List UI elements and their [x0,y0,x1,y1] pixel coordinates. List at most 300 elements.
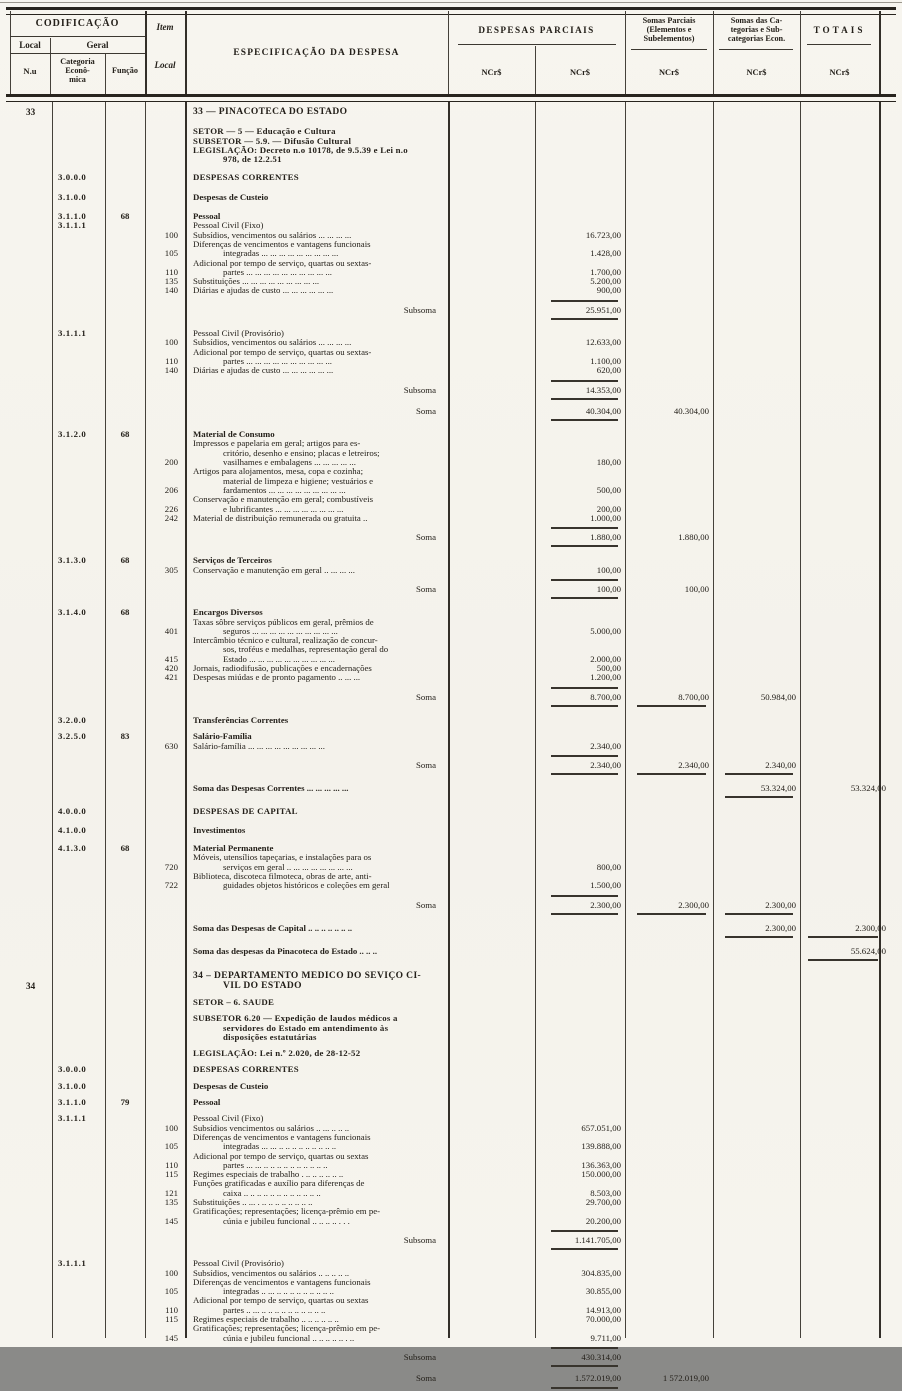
item-number-cell: 110 [165,1159,178,1170]
expense-description-cell [185,407,448,416]
value-totais-cell [800,466,890,467]
item-number-cell [145,1090,185,1091]
description-line: Taxas sôbre serviços públicos em geral, prêmios de [193,616,374,627]
economic-category-code-cell: 3.1.4.0 [58,607,87,618]
value-somas-parciais-cell [625,672,713,673]
value-ncr-2-cell [535,1074,625,1075]
value-somas-categorias-cell [713,295,800,296]
value-ncr-2-cell [535,834,625,835]
value-somas-parciais-cell [625,1090,713,1091]
economic-category-code-cell [52,1248,105,1249]
column-divider [879,11,881,94]
value-ncr-1-cell [448,230,535,231]
description-line: VIL DO ESTADO [223,980,302,991]
sum-rule [551,1387,618,1391]
value-somas-parciais-cell [625,438,713,439]
value-totais-cell [800,1248,890,1249]
value-ncr-1-cell [448,380,535,381]
sum-rule [551,380,618,384]
header-rule [458,44,616,45]
value-ncr-2-cell: 8.503,00 [590,1187,621,1198]
header-rule [631,49,707,50]
margin-number-cell [0,1041,52,1042]
value-somas-categorias-cell [713,285,800,286]
table-row [0,386,902,395]
value-ncr-1-cell [448,913,535,914]
value-somas-categorias-cell [713,1106,800,1107]
value-totais-cell [800,527,890,528]
value-ncr-2-cell [535,1230,625,1234]
item-number-cell [145,1057,185,1058]
value-somas-categorias-cell [713,541,800,542]
economic-category-code-cell [52,574,105,575]
sum-rule [551,1365,618,1369]
value-totais-cell [800,1387,890,1388]
value-ncr-1-cell [448,258,535,259]
value-ncr-1-cell [448,541,535,542]
value-somas-parciais-cell [625,687,713,688]
description-line: material de limpeza e higiene; vestuários e [223,475,373,486]
value-totais-cell [800,1006,890,1007]
description-line: guidades objetos históricos e coleções em geral [223,880,390,891]
value-ncr-2-cell [535,145,625,146]
description-line: SETOR — 5 — Educação e Cultura [193,126,336,137]
description-line: Substituições ... ... ... ... ... ... ... ... ... [193,276,320,287]
function-code-cell [105,276,145,277]
value-somas-categorias-cell [713,163,800,164]
item-number-cell [145,773,185,774]
expense-description-cell [185,1207,448,1226]
description-line: Subsídios, vencimentos ou salários .. .. .. .. .. [193,1267,350,1278]
item-number-cell [145,1248,185,1249]
expense-description-cell [185,566,448,575]
value-somas-parciais-cell [625,617,713,618]
value-totais-cell [800,597,890,598]
value-totais-cell [800,276,890,277]
value-ncr-1-cell [448,295,535,296]
expense-description-cell [185,1065,448,1074]
value-ncr-1-cell [448,1123,535,1124]
economic-category-code-cell: 3.1.1.1 [58,1258,87,1269]
value-totais-cell [800,145,890,146]
value-totais-cell [800,871,890,872]
item-number-cell [145,1361,185,1362]
expense-description-cell [185,467,448,495]
value-somas-parciais-cell [625,871,713,872]
value-ncr-1-cell [448,201,535,202]
expense-description-cell [185,693,448,702]
value-totais-cell [800,220,890,221]
value-somas-categorias-cell [713,394,800,395]
economic-category-code-cell [52,522,105,523]
function-code-cell [105,796,145,797]
item-number-cell [145,932,185,933]
margin-number-cell [0,318,52,319]
description-line: Pessoal Civil (Fixo) [193,1113,264,1124]
table-row [0,1353,902,1362]
expense-description-cell [185,1248,448,1249]
economic-category-code-cell [52,1361,105,1362]
economic-category-code-cell [52,682,105,683]
expense-description-cell [185,1179,448,1198]
value-ncr-1-cell [448,990,535,991]
value-somas-categorias-cell [713,1230,800,1231]
table-row [0,231,902,240]
description-line: Pessoal Civil (Provisório) [193,328,284,339]
value-ncr-1-cell [448,136,535,137]
value-somas-categorias-cell [713,276,800,277]
margin-number-cell [0,201,52,202]
sum-rule [551,1230,618,1234]
margin-number-cell [0,415,52,416]
expense-description-cell [185,755,448,756]
value-ncr-1-cell [448,1361,535,1362]
description-line: vasilhames e embalagens ... ... ... ... ... [223,457,356,468]
value-somas-categorias-cell [713,959,800,960]
value-ncr-1-cell [448,816,535,817]
value-somas-parciais-cell [625,1151,713,1152]
value-ncr-2-cell [535,579,625,583]
economic-category-code-cell [52,239,105,240]
economic-category-code-cell [52,959,105,960]
value-totais-cell [800,1057,890,1058]
value-totais-cell [800,230,890,231]
value-somas-parciais-cell [625,494,713,495]
header-somas-parciais-l1: Somas Parciais [642,16,696,25]
value-somas-categorias-cell [713,300,800,301]
value-ncr-2-cell [535,687,625,691]
header-categoria-l2: Econô- [65,66,90,75]
description-line: 33 — PINACOTECA DO ESTADO [193,107,348,117]
margin-number-cell [0,913,52,914]
function-code-cell [105,116,145,117]
value-ncr-1-cell [448,895,535,896]
expense-description-cell [185,240,448,259]
description-line: SUBSETOR 6.20 — Expedição de laudos médicos a [193,1013,398,1024]
value-somas-parciais-cell [625,741,713,742]
value-ncr-1-cell [448,635,535,636]
value-ncr-1-cell [448,724,535,725]
value-totais-cell [800,1347,890,1348]
margin-number-cell [0,705,52,706]
header-somas-categorias-l1: Somas das Ca- [730,16,783,25]
sum-rule [551,419,618,423]
value-ncr-1-cell [448,145,535,146]
description-line: serviços em geral .. ... ... ... ... ... ... ... [223,861,353,872]
expense-description-cell [185,1014,448,1042]
margin-number-cell [0,635,52,636]
margin-number-cell [0,682,52,683]
header-bottom-double-rule [6,94,896,102]
value-totais-cell [800,1151,890,1152]
sum-rule-row [0,1387,902,1391]
value-ncr-2-cell: 1.572.019,00 [574,1373,621,1384]
margin-number-cell [0,871,52,872]
value-somas-parciais-cell [625,365,713,366]
sum-rule-row [0,419,902,423]
value-ncr-2-cell: 139.888,00 [581,1141,621,1152]
function-code-cell [105,182,145,183]
value-somas-parciais-cell [625,574,713,575]
margin-number-cell [0,1169,52,1170]
value-totais-cell [800,1041,890,1042]
value-somas-categorias-cell [713,438,800,439]
value-somas-categorias-cell [713,834,800,835]
description-line: Subsídios, vencimentos ou salários ... ... ... ... [193,337,352,348]
value-somas-parciais-cell [625,913,713,917]
item-number-cell [145,909,185,910]
sum-label: Subsoma [403,304,436,315]
expense-description-cell [185,514,448,523]
margin-number-cell [0,220,52,221]
value-somas-categorias-cell [713,1041,800,1042]
table-row [0,366,902,375]
value-ncr-2-cell [535,990,625,991]
value-ncr-2-cell: 1.428,00 [590,248,621,259]
item-number-cell [145,895,185,896]
function-code-cell [105,1123,145,1124]
column-divider [800,11,801,94]
function-code-cell: 68 [120,555,130,566]
sum-rule [725,773,793,777]
economic-category-code-cell [52,579,105,580]
value-somas-parciais-cell [625,201,713,202]
value-ncr-1-cell [448,1197,535,1198]
function-code-cell [105,1244,145,1245]
economic-category-code-cell [52,1314,105,1315]
margin-number-cell [0,136,52,137]
function-code-cell [105,955,145,956]
header-somas-categorias-l3: categorias Econ. [727,34,786,43]
function-code-cell [105,365,145,366]
sum-rule-row [0,300,902,304]
expense-description-cell [185,1133,448,1152]
margin-number-cell [0,1225,52,1226]
economic-category-code-cell [52,136,105,137]
margin-number-cell [0,741,52,742]
function-code-cell [105,1365,145,1366]
description-line: Artigos para alojamentos, mesa, copa e cozinha; [193,466,364,477]
value-somas-categorias-cell [713,593,800,594]
value-somas-parciais-cell [625,394,713,395]
function-code-cell [105,398,145,399]
value-ncr-2-cell [535,116,625,117]
header-rule [10,36,145,37]
economic-category-code-cell: 3.1.1.0 [58,1097,87,1108]
table-row [0,221,902,230]
expense-description-cell [185,300,448,301]
sum-rule [725,913,793,917]
value-totais-cell [800,1132,890,1133]
expense-description-cell [185,380,448,381]
expense-description-cell [185,1324,448,1343]
value-somas-parciais-cell: 100,00 [684,583,709,594]
margin-number-cell [0,1361,52,1362]
expense-description-cell [185,673,448,682]
item-number-cell [145,1041,185,1042]
item-number-cell [145,1383,185,1384]
value-ncr-1-cell [448,513,535,514]
margin-number-cell [0,522,52,523]
economic-category-code-cell [52,593,105,594]
margin-number-cell [0,672,52,673]
value-ncr-1-cell [448,182,535,183]
value-somas-parciais-cell [625,1178,713,1179]
economic-category-code-cell [52,1277,105,1278]
value-somas-parciais-cell [625,792,713,793]
value-totais-cell [800,895,890,896]
sum-rule-row [0,527,902,531]
value-somas-categorias-cell [713,318,800,319]
item-number-cell [145,145,185,146]
value-ncr-2-cell [535,755,625,759]
value-ncr-2-cell: 500,00 [596,663,621,674]
value-totais-cell [800,1268,890,1269]
value-somas-categorias-cell [713,1248,800,1249]
item-number-cell: 121 [164,1187,178,1198]
description-line: Conservação e manutenção em geral .. ... ... ... [193,564,355,575]
table-row [0,127,902,136]
function-code-cell [105,527,145,528]
value-totais-cell: 2.300,00 [855,922,886,933]
value-ncr-2-cell: 150.000,00 [581,1169,621,1180]
economic-category-code-cell [52,380,105,381]
function-code-cell [105,380,145,381]
sum-rule-row [0,705,902,709]
expense-description-cell [185,1049,448,1058]
value-ncr-2-cell: 5.200,00 [590,276,621,287]
margin-number-cell [0,419,52,420]
description-line: Subsídios vencimentos ou salários .. ... .. .. .. [193,1122,350,1133]
value-somas-parciais-cell [625,755,713,756]
value-ncr-2-cell: 12.633,00 [585,337,621,348]
item-number-cell [145,314,185,315]
value-ncr-1-cell [448,597,535,598]
description-line: partes ... ... ... ... ... ... ... ... ... ... [223,355,332,366]
value-ncr-1-cell [448,682,535,683]
table-row [0,947,902,956]
function-code-cell [105,522,145,523]
economic-category-code-cell [52,1225,105,1226]
header-rule [807,44,871,45]
description-line: servidores do Estado em antendimento às [223,1022,389,1033]
margin-number-cell [0,1244,52,1245]
value-somas-categorias-cell [713,796,800,800]
value-somas-parciais-cell [625,318,713,319]
function-code-cell [105,773,145,774]
value-ncr-2-cell [535,318,625,322]
value-somas-parciais-cell [625,932,713,933]
header-despesas-parciais: DESPESAS PARCIAIS [478,25,595,35]
value-ncr-2-cell [535,852,625,853]
description-line: Pessoal Civil (Fixo) [193,220,264,231]
description-line: partes .. ... .. .. .. .. .. .. .. .. .. .. [223,1304,326,1315]
value-ncr-1-cell [448,1132,535,1133]
margin-number-cell [0,300,52,301]
value-ncr-2-cell: 14.353,00 [585,384,621,395]
value-totais-cell [800,1074,890,1075]
value-ncr-2-cell: 29.700,00 [585,1197,621,1208]
value-ncr-1-cell [448,852,535,853]
value-somas-parciais-cell: 1.880,00 [678,532,709,543]
table-row [0,673,902,682]
item-number-cell: 115 [165,1314,178,1325]
function-code-cell [105,672,145,673]
table-row [0,1269,902,1278]
description-line: partes ... ... .. .. .. .. .. .. .. .. .. .. [223,1159,328,1170]
header-rule [719,49,793,50]
economic-category-code-cell: 3.2.0.0 [58,714,87,725]
value-ncr-1-cell [448,494,535,495]
expense-description-cell [185,784,448,793]
value-ncr-1-cell [448,1106,535,1107]
sum-rule-row [0,579,902,583]
item-number-cell [145,394,185,395]
description-line: DESPESAS CORRENTES [193,172,299,183]
table-row [0,173,902,182]
economic-category-code-cell [52,1365,105,1366]
function-code-cell [105,1248,145,1249]
function-code-cell [105,871,145,872]
value-ncr-2-cell [535,201,625,202]
margin-number-cell [0,494,52,495]
expense-description-cell [185,579,448,580]
margin-number-cell [0,466,52,467]
function-code-cell [105,755,145,756]
value-ncr-1-cell [448,617,535,618]
economic-category-code-cell [52,314,105,315]
description-line: Substituições .. ... . .. .. .. .. .. .. .. .. [193,1197,313,1208]
value-ncr-2-cell: 900,00 [596,285,621,296]
function-code-cell [105,1057,145,1058]
function-code-cell [105,701,145,702]
economic-category-code-cell [52,1295,105,1296]
value-somas-parciais-cell: 2.300,00 [678,899,709,910]
value-ncr-1-cell [448,663,535,664]
margin-number-cell [0,687,52,688]
value-ncr-2-cell [535,398,625,402]
value-ncr-2-cell: 620,00 [596,365,621,376]
value-somas-categorias-cell [713,1225,800,1226]
header-funcao: Função [112,66,138,75]
value-somas-categorias-cell [713,816,800,817]
value-ncr-2-cell [535,1387,625,1391]
economic-category-code-cell [52,1383,105,1384]
value-totais-cell [800,1106,890,1107]
item-number-cell: 100 [164,1267,178,1278]
economic-category-code-cell [52,936,105,937]
table-row [0,1324,902,1343]
value-ncr-1-cell [448,438,535,439]
table-row [0,1049,902,1058]
margin-number-cell [0,239,52,240]
item-number-cell: 140 [164,365,178,376]
economic-category-code-cell [52,1132,105,1133]
sum-rule [637,773,706,777]
economic-category-code-cell [52,701,105,702]
description-line: Subsídios, vencimentos ou salários ... ... ... ... [193,229,352,240]
value-totais-cell [800,1178,890,1179]
value-totais-cell [800,545,890,546]
expense-description-cell [185,146,448,165]
value-ncr-2-cell [535,724,625,725]
value-ncr-2-cell [535,300,625,304]
margin-number-cell [0,834,52,835]
margin-number-cell [0,276,52,277]
table-row [0,108,902,117]
expense-description-cell [185,1098,448,1107]
value-ncr-1-cell [448,741,535,742]
